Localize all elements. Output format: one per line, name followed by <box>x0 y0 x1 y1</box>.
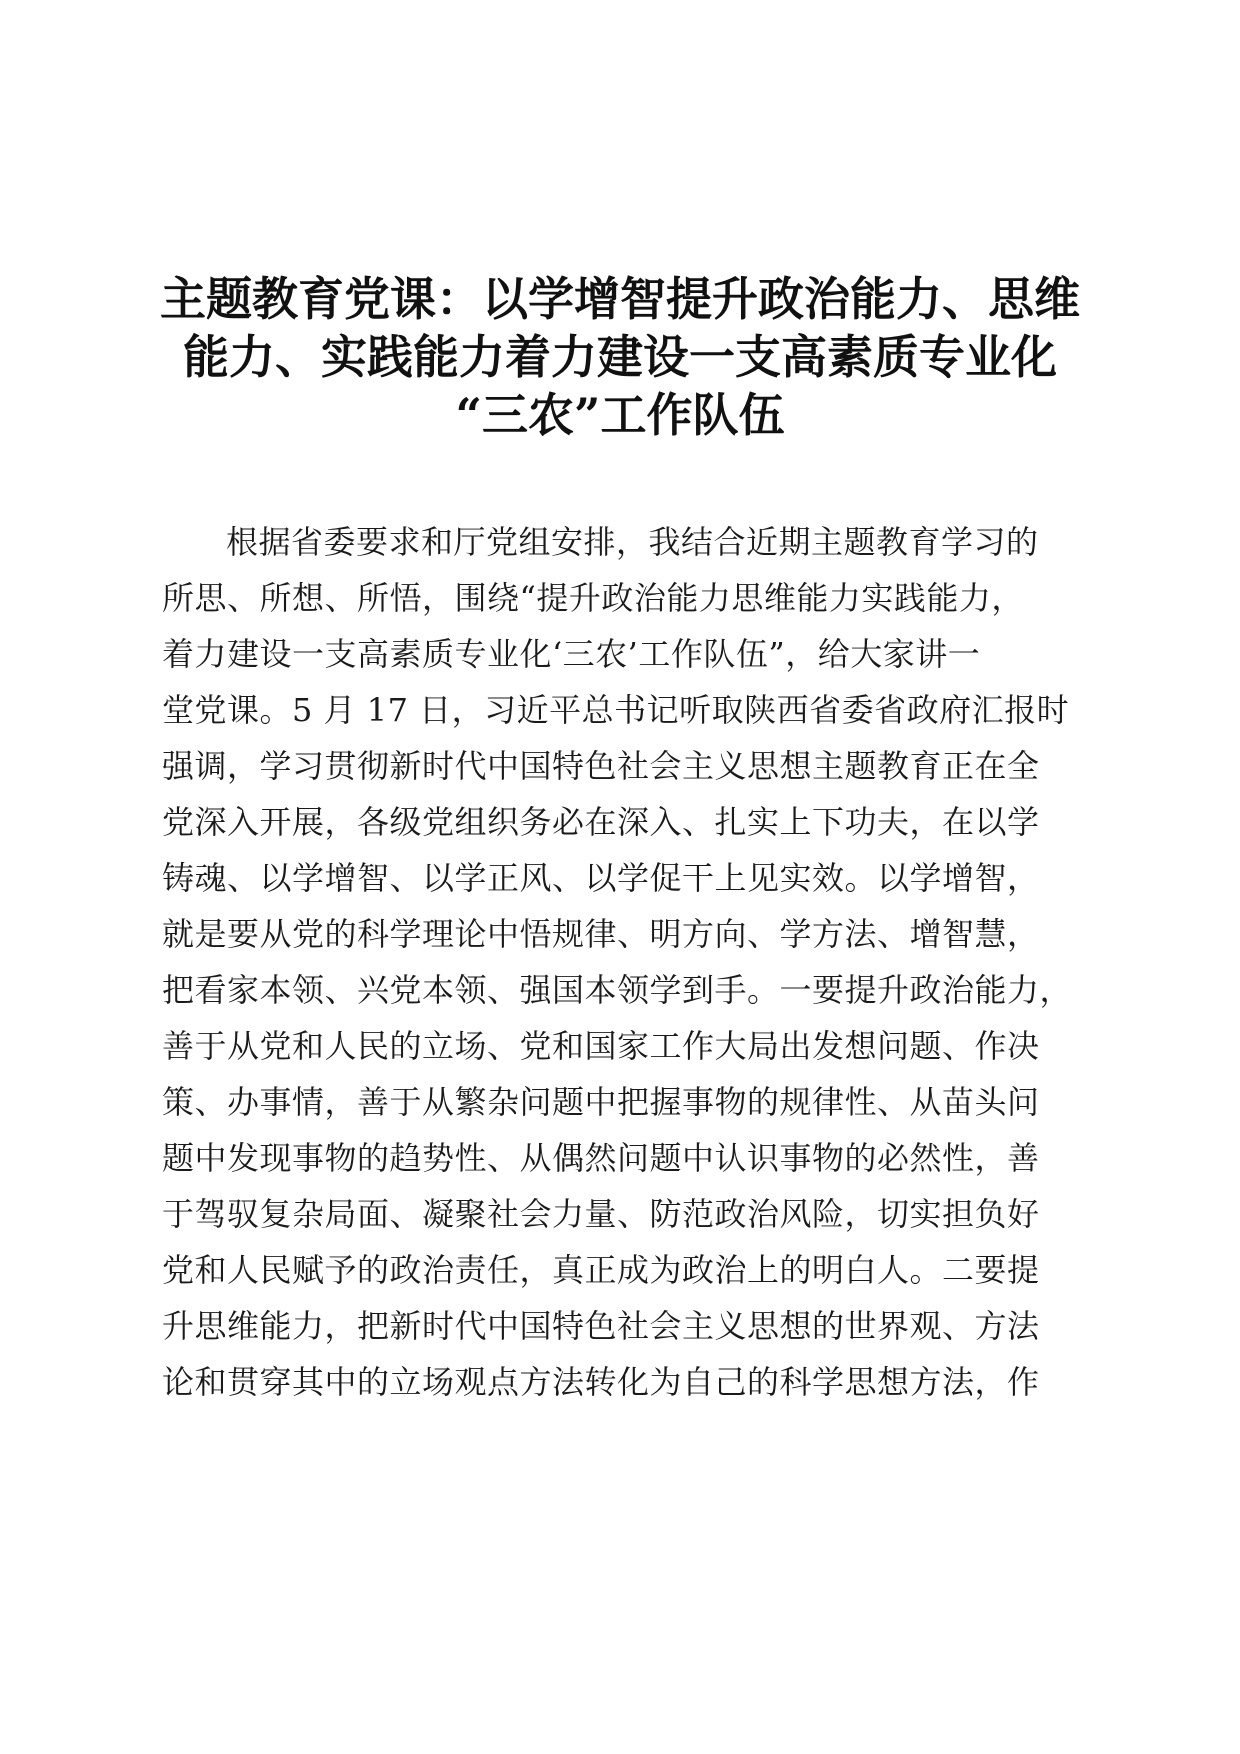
body-line-2: 所思、所想、所悟，围绕“提升政治能力思维能力实践能力， <box>162 579 1024 617</box>
title-line-2: 能力、实践能力着力建设一支高素质专业化 <box>183 330 1057 384</box>
body-line-16: 论和贯穿其中的立场观点方法转化为自己的科学思想方法，作 <box>162 1363 1040 1401</box>
body-line-4: 堂党课。5 月 17 日，习近平总书记听取陕西省委省政府汇报时 <box>162 691 1070 729</box>
body-line-9: 把看家本领、兴党本领、强国本领学到手。一要提升政治能力， <box>162 971 1073 1009</box>
body-line-7: 铸魂、以学增智、以学正风、以学促干上见实效。以学增智， <box>162 859 1040 897</box>
body-line-14: 党和人民赋予的政治责任，真正成为政治上的明白人。二要提 <box>162 1251 1040 1289</box>
body-line-12: 题中发现事物的趋势性、从偶然问题中认识事物的必然性，善 <box>162 1139 1040 1177</box>
title-line-3: “三农”工作队伍 <box>455 388 785 442</box>
body-line-3: 着力建设一支高素质专业化‘三农’工作队伍”，给大家讲一 <box>162 635 981 673</box>
body-line-13: 于驾驭复杂局面、凝聚社会力量、防范政治风险，切实担负好 <box>162 1195 1040 1233</box>
body-line-10: 善于从党和人民的立场、党和国家工作大局出发想问题、作决 <box>162 1027 1040 1065</box>
body-line-15: 升思维能力，把新时代中国特色社会主义思想的世界观、方法 <box>162 1307 1040 1345</box>
title-line-1: 主题教育党课：以学增智提升政治能力、思维 <box>160 272 1080 326</box>
body-line-5: 强调，学习贯彻新时代中国特色社会主义思想主题教育正在全 <box>162 747 1040 785</box>
body-paragraph <box>162 514 1082 1410</box>
document-title <box>150 270 1090 444</box>
body-line-1: 根据省委要求和厅党组安排，我结合近期主题教育学习的 <box>226 523 1039 561</box>
body-line-11: 策、办事情，善于从繁杂问题中把握事物的规律性、从苗头问 <box>162 1083 1040 1121</box>
body-line-6: 党深入开展，各级党组织务必在深入、扎实上下功夫，在以学 <box>162 803 1040 841</box>
body-line-8: 就是要从党的科学理论中悟规律、明方向、学方法、增智慧， <box>162 915 1040 953</box>
